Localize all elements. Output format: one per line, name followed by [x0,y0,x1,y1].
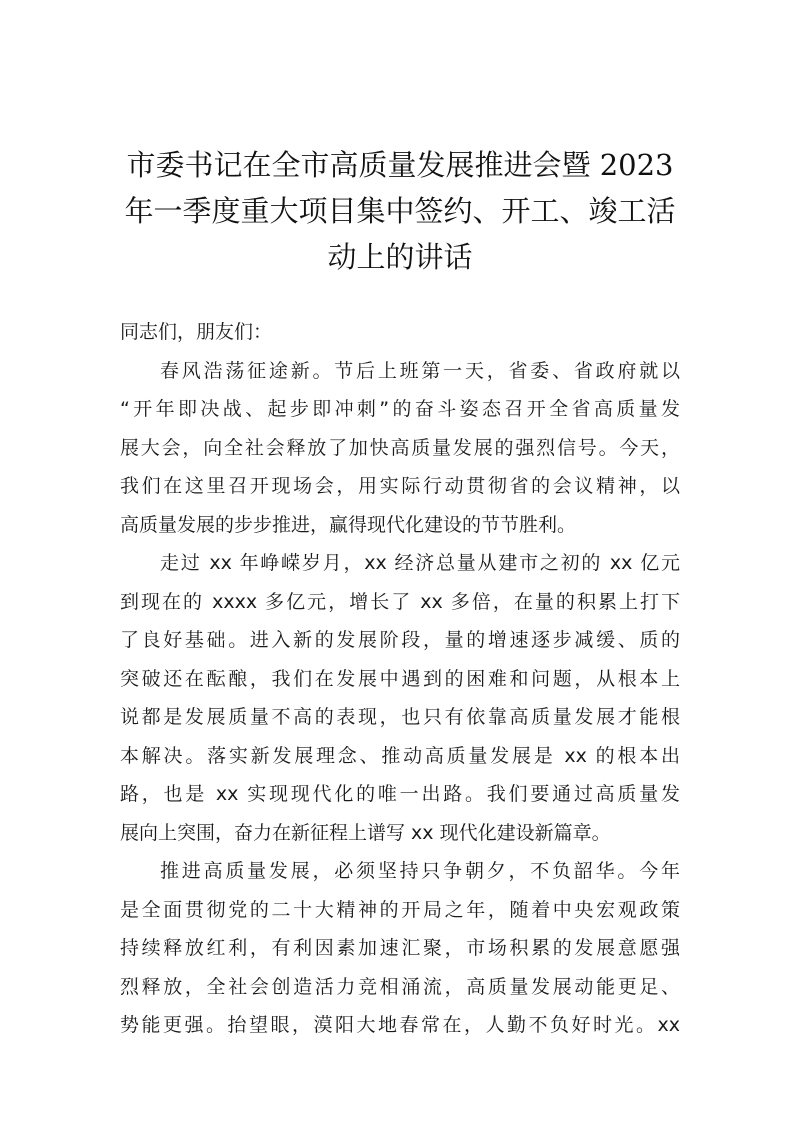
paragraph-3 [120,852,680,1045]
paragraph-2 [120,544,680,852]
title-line-3: 动上的讲话 [327,240,473,274]
text-line: 我们在这里召开现场会，用实际行动贯彻省的会议精神，以 [120,475,680,497]
text-line: 是全面贯彻党的二十大精神的开局之年，随着中央宏观政策 [120,898,680,921]
text-line: 推进高质量发展，必须坚持只争朝夕，不负韶华。今年 [160,860,680,882]
paragraph-1 [120,352,680,545]
text-line: 春风浩荡征途新。节后上班第一天，省委、省政府就以 [160,359,680,382]
text-line: 到现在的 xxxx 多亿元，增长了 xx 多倍，在量的积累上打下 [120,590,680,613]
text-line: 烈释放，全社会创造活力竞相涌流，高质量发展动能更足、 [120,975,680,998]
text-line: 了良好基础。进入新的发展阶段，量的增速逐步减缓、质的 [120,629,680,651]
text-line: “开年即决战、起步即冲刺”的奋斗姿态召开全省高质量发 [120,398,680,420]
text-line: 展大会，向全社会释放了加快高质量发展的强烈信号。今天， [120,436,680,459]
document-title [110,142,690,280]
title-line-1: 市委书记在全市高质量发展推进会暨 2023 [126,148,674,182]
text-line: 说都是发展质量不高的表现，也只有依靠高质量发展才能根 [120,706,680,728]
document-body [120,313,680,1045]
text-line: 势能更强。抬望眼，漠阳大地春常在，人勤不负好时光。xx [120,1014,680,1036]
text-line: 展向上突围，奋力在新征程上谱写 xx 现代化建设新篇章。 [120,821,611,844]
text-line: 高质量发展的步步推进，赢得现代化建设的节节胜利。 [120,513,577,536]
salutation: 同志们，朋友们： [120,321,273,343]
text-line: 突破还在酝酿，我们在发展中遇到的困难和问题，从根本上 [120,667,680,690]
text-line: 走过 xx 年峥嵘岁月，xx 经济总量从建市之初的 xx 亿元 [160,552,680,574]
title-line-2: 年一季度重大项目集中签约、开工、竣工活 [124,194,676,228]
text-line: 本解决。落实新发展理念、推动高质量发展是 xx 的根本出 [120,744,680,767]
text-line: 路，也是 xx 实现现代化的唯一出路。我们要通过高质量发 [120,783,680,805]
text-line: 持续释放红利，有利因素加速汇聚，市场积累的发展意愿强 [120,937,680,959]
